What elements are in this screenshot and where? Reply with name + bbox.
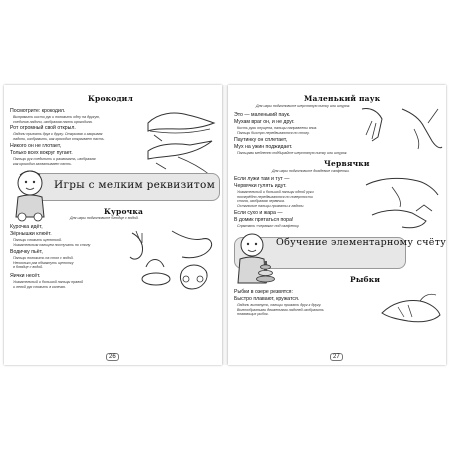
poem-line: Если лужи там и тут — bbox=[234, 176, 290, 182]
instruction-note: Несколько раз обмакнуть щепотку bbox=[13, 260, 74, 265]
instruction-note: Кисть руки опущена, пальцы направлены вниз. bbox=[237, 126, 318, 130]
instruction-note: Указательным пальцем постучать по столу bbox=[13, 242, 91, 247]
instruction-note: Спрятать «червяка» под салфетку. bbox=[237, 224, 300, 228]
poem-line: Это — маленький паук. bbox=[234, 112, 291, 118]
poem-line: Только всех вокруг пугает. bbox=[10, 150, 73, 156]
poem-line: Посмотрите: крокодил. bbox=[10, 108, 66, 114]
instruction-note: Указательный и большой пальцы правой bbox=[13, 280, 84, 284]
instruction-note: Ладони прижать друг к другу. Открывая и закрывая bbox=[13, 132, 103, 136]
instruction-note: поочерёдно передвигаются по поверхности bbox=[237, 194, 313, 199]
banner-title: Игры с мелким реквизитом bbox=[54, 179, 216, 191]
poem-line: В домик прятаться пора! bbox=[234, 217, 294, 223]
instruction-note: Пальцы быстро передвигаются по столу. bbox=[237, 130, 310, 135]
poem-line: Рот огромный свой открыл. bbox=[10, 125, 76, 131]
banner-title: Обучение элементарному счёту bbox=[276, 237, 446, 248]
page-number: 26 bbox=[106, 353, 119, 361]
instruction-note: ладони, изобразить, как крокодил открывает пасть. bbox=[13, 136, 105, 141]
poem-line: Мухам враг он, и не друг. bbox=[234, 119, 295, 125]
instruction-note: Пальцы положить на стол с водой. bbox=[13, 256, 74, 260]
left-page bbox=[4, 85, 222, 365]
subsection-title-fish: Рыбки bbox=[350, 275, 381, 284]
instruction-note: Пальцы рук соединить и разжимать, изображая bbox=[13, 157, 96, 161]
poem-line: Рыбки в озере резвятся: bbox=[234, 289, 293, 295]
instruction-note: Остальные пальцы прижаты к ладони. bbox=[237, 203, 305, 208]
instruction-note: Пальцы сложить щепоткой. bbox=[13, 238, 62, 242]
section-title-spider: Маленький паук bbox=[304, 94, 381, 103]
instruction-note: соединив ладони, изображая пасть крокодила. bbox=[13, 119, 93, 124]
subsection-title-worms: Червячки bbox=[324, 159, 370, 168]
instruction-note: стола, изображая червячка. bbox=[237, 199, 285, 203]
poem-line: Водичку пьёт, bbox=[10, 249, 43, 255]
poem-line: Яички несёт. bbox=[10, 273, 41, 279]
poem-line: Червячки гулять идут. bbox=[234, 183, 287, 189]
child-illustration bbox=[10, 167, 50, 223]
section-intro: Для игры подготовьте шерстяную нитку или шнурок. bbox=[256, 104, 351, 108]
subsection-title-hen: Курочка bbox=[104, 207, 144, 216]
poem-line: Никого он не глотает, bbox=[10, 143, 62, 149]
subsection-intro: Для игры подготовьте дождевые салфетки. bbox=[272, 169, 350, 173]
poem-line: Мух на ужин поджидает. bbox=[234, 144, 293, 150]
instruction-note: в блюдце с водой. bbox=[13, 265, 44, 269]
subsection-intro: Для игры подготовьте блюдце с водой. bbox=[70, 216, 139, 220]
hand-crocodile-illustration bbox=[144, 101, 218, 181]
book-spread bbox=[4, 85, 446, 365]
poem-line: Паутинку он сплетает, bbox=[234, 137, 288, 143]
hand-hen-illustration bbox=[122, 227, 218, 301]
poem-line: Курочка идёт, bbox=[10, 224, 43, 230]
instruction-note: Волнообразными движениями ладоней изобразить bbox=[237, 307, 324, 312]
section-title-crocodile: Крокодил bbox=[88, 94, 133, 103]
poem-line: Зёрнышки клюёт. bbox=[10, 231, 52, 237]
instruction-note: Выпрямить кисти рук и положить одну на другую, bbox=[13, 115, 100, 119]
instruction-note: Ладонь вытянуть, пальцы прижать друг к другу. bbox=[237, 303, 322, 307]
child-with-pyramid-illustration bbox=[236, 231, 276, 291]
hand-fish-illustration bbox=[378, 283, 444, 333]
poem-line: Быстро плавают, кружатся. bbox=[234, 296, 300, 302]
right-page bbox=[228, 85, 446, 365]
poem-line: Если сухо и жара — bbox=[234, 210, 283, 216]
hand-spider-illustration bbox=[358, 101, 444, 153]
page-number: 27 bbox=[330, 353, 343, 361]
instruction-note: и левой рук сложить в колечко. bbox=[13, 284, 67, 289]
hand-worm-illustration bbox=[362, 171, 444, 235]
instruction-note: Пальцами медленно подбирайте шерстяную нитку или шнурок. bbox=[237, 151, 348, 155]
instruction-note: Указательный и большой пальцы одной руки bbox=[237, 190, 314, 194]
instruction-note: плавающих рыбок. bbox=[237, 312, 269, 316]
instruction-note: как крокодил захватывает пасть. bbox=[13, 161, 73, 166]
